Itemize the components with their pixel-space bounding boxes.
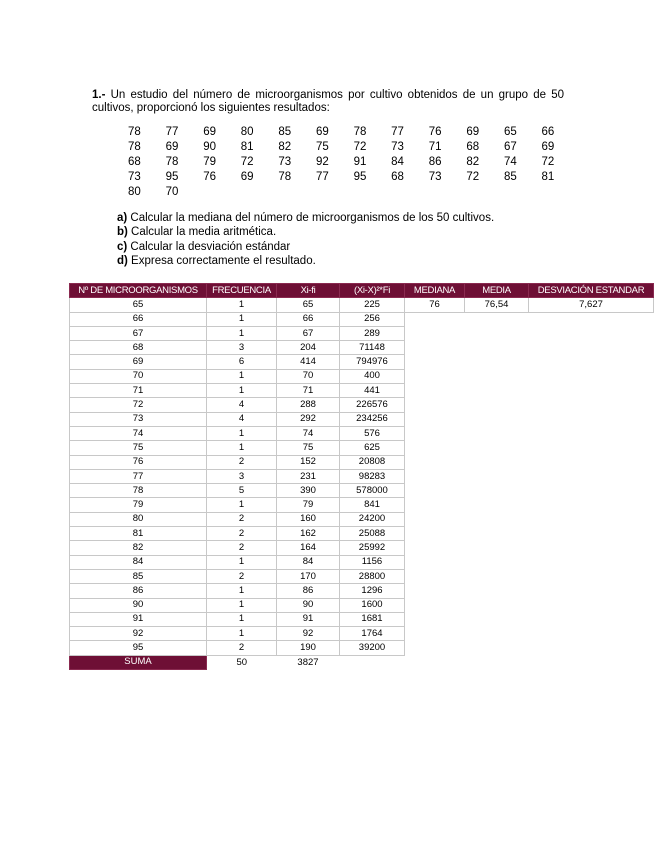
cell-xifi: 190	[277, 641, 340, 655]
cell-frecuencia: 6	[207, 355, 277, 369]
cell-microorganismos: 95	[70, 641, 207, 655]
cell-frecuencia: 4	[207, 398, 277, 412]
empty-cell	[405, 398, 465, 412]
data-value: 73	[391, 141, 404, 153]
problem-number: 1.-	[92, 89, 106, 101]
empty-cell	[465, 555, 529, 569]
data-value: 70	[165, 186, 179, 198]
task-list	[117, 211, 494, 269]
cell-microorganismos: 67	[70, 326, 207, 340]
empty-cell	[465, 641, 529, 655]
cell-xifi: 65	[277, 298, 340, 312]
data-value: 65	[503, 126, 517, 138]
cell-xifi: 91	[277, 612, 340, 626]
cell-xifi: 92	[277, 627, 340, 641]
cell-xifi: 75	[277, 441, 340, 455]
data-value: 92	[315, 156, 329, 168]
empty-cell	[529, 455, 654, 469]
empty-cell	[405, 512, 465, 526]
empty-cell	[529, 312, 654, 326]
empty-cell	[465, 341, 529, 355]
data-value: 82	[466, 156, 480, 168]
empty-cell	[405, 426, 465, 440]
cell-microorganismos: 86	[70, 584, 207, 598]
cell-microorganismos: 65	[70, 298, 207, 312]
table-row	[70, 641, 654, 655]
data-value: 66	[541, 126, 555, 138]
cell-microorganismos: 80	[70, 512, 207, 526]
empty-cell	[465, 312, 529, 326]
empty-cell	[465, 655, 529, 669]
empty-cell	[465, 598, 529, 612]
task-item	[117, 211, 494, 225]
task-letter: b)	[117, 226, 128, 239]
data-value: 72	[541, 156, 555, 168]
frequency-table	[69, 283, 654, 670]
cell-frecuencia: 4	[207, 412, 277, 426]
empty-cell	[529, 569, 654, 583]
data-value: 95	[353, 171, 367, 183]
cell-microorganismos: 92	[70, 627, 207, 641]
empty-cell	[405, 441, 465, 455]
data-value: 79	[203, 156, 216, 168]
cell-desviacion-cuadrada: 1681	[340, 612, 405, 626]
table-row	[70, 484, 654, 498]
cell-xifi: 86	[277, 584, 340, 598]
empty-cell	[405, 627, 465, 641]
empty-cell	[529, 412, 654, 426]
empty-cell	[529, 541, 654, 555]
empty-cell	[529, 398, 654, 412]
cell-frecuencia: 3	[207, 469, 277, 483]
cell-xifi: 292	[277, 412, 340, 426]
data-value: 72	[466, 171, 480, 183]
header-desviacion-estandar: DESVIACIÓN ESTANDAR	[529, 284, 654, 298]
cell-xifi: 164	[277, 541, 340, 555]
table-row	[70, 498, 654, 512]
empty-cell	[465, 369, 529, 383]
table-row	[70, 541, 654, 555]
data-value: 73	[428, 171, 442, 183]
cell-xifi: 90	[277, 598, 340, 612]
cell-frecuencia: 1	[207, 612, 277, 626]
task-text: Calcular la mediana del número de microorganismos de los 50 cultivos.	[127, 212, 495, 224]
cell-microorganismos: 70	[70, 369, 207, 383]
empty-cell	[465, 541, 529, 555]
data-value: 69	[541, 141, 555, 153]
media-value: 76,54	[465, 298, 529, 312]
cell-xifi: 414	[277, 355, 340, 369]
empty-cell	[405, 498, 465, 512]
table-row	[70, 441, 654, 455]
empty-cell	[529, 512, 654, 526]
empty-cell	[465, 455, 529, 469]
cell-xifi: 70	[277, 369, 340, 383]
cell-microorganismos: 66	[70, 312, 207, 326]
data-value: 73	[128, 171, 141, 183]
cell-desviacion-cuadrada: 25088	[340, 527, 405, 541]
sum-frecuencia: 50	[236, 656, 248, 668]
empty-cell	[405, 384, 465, 398]
empty-cell	[405, 569, 465, 583]
cell-microorganismos: 76	[70, 455, 207, 469]
data-value: 85	[503, 171, 517, 183]
cell-microorganismos: 85	[70, 569, 207, 583]
task-text: Calcular la media aritmética.	[127, 226, 277, 239]
cell-desviacion-cuadrada: 225	[340, 298, 405, 312]
table-header-row	[70, 284, 654, 298]
empty-cell	[405, 555, 465, 569]
data-value: 69	[315, 126, 329, 138]
task-letter: a)	[117, 212, 128, 224]
empty-cell	[405, 455, 465, 469]
data-value: 82	[278, 141, 292, 153]
empty-cell	[405, 527, 465, 541]
data-value: 76	[203, 171, 216, 183]
cell-xifi: 170	[277, 569, 340, 583]
table-row	[70, 455, 654, 469]
cell-desviacion-cuadrada: 28800	[340, 569, 405, 583]
cell-frecuencia: 1	[207, 584, 277, 598]
cell-xifi: 84	[277, 555, 340, 569]
sum-xifi: 3827	[297, 656, 319, 668]
header-mediana: MEDIANA	[405, 284, 465, 298]
cell-microorganismos: 90	[70, 598, 207, 612]
cell-microorganismos: 79	[70, 498, 207, 512]
mediana-value: 76	[405, 298, 465, 312]
data-value: 80	[128, 186, 141, 198]
cell-microorganismos: 73	[70, 412, 207, 426]
empty-cell	[405, 312, 465, 326]
data-value: 75	[315, 141, 329, 153]
empty-cell	[465, 326, 529, 340]
data-value: 72	[240, 156, 254, 168]
table-row	[70, 426, 654, 440]
data-value: 86	[428, 156, 442, 168]
table-row	[70, 555, 654, 569]
data-value: 69	[165, 141, 179, 153]
table-row	[70, 384, 654, 398]
empty-cell	[465, 612, 529, 626]
cell-xifi: 390	[277, 484, 340, 498]
empty-cell	[529, 426, 654, 440]
table-row	[70, 512, 654, 526]
data-value: 78	[128, 126, 141, 138]
data-value: 73	[278, 156, 292, 168]
table-row	[70, 369, 654, 383]
data-value: 69	[240, 171, 254, 183]
data-value: 81	[240, 141, 254, 153]
data-value: 95	[165, 171, 179, 183]
cell-xifi: 71	[277, 384, 340, 398]
table-row	[70, 469, 654, 483]
empty-cell	[340, 655, 405, 669]
task-letter: c)	[117, 240, 128, 253]
cell-xifi: 66	[277, 312, 340, 326]
empty-cell	[529, 612, 654, 626]
table-row	[70, 341, 654, 355]
table-row	[70, 326, 654, 340]
cell-desviacion-cuadrada: 289	[340, 326, 405, 340]
empty-cell	[529, 341, 654, 355]
cell-frecuencia: 2	[207, 569, 277, 583]
table-row	[70, 312, 654, 326]
empty-cell	[405, 412, 465, 426]
empty-cell	[465, 512, 529, 526]
cell-desviacion-cuadrada: 576	[340, 426, 405, 440]
cell-xifi: 288	[277, 398, 340, 412]
cell-desviacion-cuadrada: 71148	[340, 341, 405, 355]
cell-desviacion-cuadrada: 841	[340, 498, 405, 512]
cell-frecuencia: 1	[207, 384, 277, 398]
cell-frecuencia: 1	[207, 627, 277, 641]
cell-frecuencia: 1	[207, 441, 277, 455]
table-row	[70, 527, 654, 541]
cell-desviacion-cuadrada: 625	[340, 441, 405, 455]
cell-desviacion-cuadrada: 39200	[340, 641, 405, 655]
empty-cell	[465, 426, 529, 440]
data-value: 76	[428, 126, 442, 138]
data-value: 72	[353, 141, 367, 153]
empty-cell	[529, 527, 654, 541]
cell-desviacion-cuadrada: 24200	[340, 512, 405, 526]
task-item	[117, 254, 494, 268]
cell-microorganismos: 78	[70, 484, 207, 498]
empty-cell	[529, 355, 654, 369]
table-row	[70, 412, 654, 426]
sum-row	[70, 655, 654, 669]
header-frecuencia: FRECUENCIA	[207, 284, 277, 298]
cell-desviacion-cuadrada: 400	[340, 369, 405, 383]
empty-cell	[529, 598, 654, 612]
task-item	[117, 225, 494, 239]
empty-cell	[405, 369, 465, 383]
empty-cell	[529, 384, 654, 398]
empty-cell	[465, 398, 529, 412]
empty-cell	[465, 527, 529, 541]
empty-cell	[465, 498, 529, 512]
data-value: 68	[391, 171, 404, 183]
header-media: MEDIA	[465, 284, 529, 298]
data-value: 78	[353, 126, 367, 138]
data-value: 78	[278, 171, 292, 183]
task-letter: d)	[117, 255, 128, 268]
cell-frecuencia: 1	[207, 598, 277, 612]
data-value: 90	[203, 141, 216, 153]
cell-desviacion-cuadrada: 256	[340, 312, 405, 326]
desviacion-estandar-value: 7,627	[529, 298, 654, 312]
cell-microorganismos: 75	[70, 441, 207, 455]
empty-cell	[529, 326, 654, 340]
task-item	[117, 240, 494, 254]
empty-cell	[465, 569, 529, 583]
table-row	[70, 584, 654, 598]
cell-xifi: 162	[277, 527, 340, 541]
empty-cell	[405, 326, 465, 340]
empty-cell	[405, 541, 465, 555]
table-row	[70, 298, 654, 312]
empty-cell	[465, 441, 529, 455]
empty-cell	[405, 655, 465, 669]
data-value: 77	[315, 171, 329, 183]
data-value: 77	[165, 126, 179, 138]
cell-frecuencia: 2	[207, 527, 277, 541]
cell-frecuencia: 1	[207, 498, 277, 512]
data-value: 68	[466, 141, 480, 153]
data-value: 77	[391, 126, 404, 138]
empty-cell	[529, 555, 654, 569]
data-value: 78	[165, 156, 179, 168]
data-value: 85	[278, 126, 292, 138]
table-row	[70, 627, 654, 641]
table-row	[70, 598, 654, 612]
empty-cell	[529, 441, 654, 455]
table-row	[70, 612, 654, 626]
data-value: 78	[128, 141, 141, 153]
cell-microorganismos: 74	[70, 426, 207, 440]
empty-cell	[465, 355, 529, 369]
cell-frecuencia: 1	[207, 555, 277, 569]
cell-frecuencia: 1	[207, 298, 277, 312]
problem-text: Un estudio del número de microorganismos por cultivo obtenidos de un grupo de 50 cultivos, proporcionó los siguientes resultados:	[92, 89, 564, 114]
data-value: 74	[503, 156, 517, 168]
cell-microorganismos: 84	[70, 555, 207, 569]
cell-desviacion-cuadrada: 226576	[340, 398, 405, 412]
cell-desviacion-cuadrada: 20808	[340, 455, 405, 469]
header-xifi: Xi-fi	[277, 284, 340, 298]
cell-desviacion-cuadrada: 1600	[340, 598, 405, 612]
empty-cell	[465, 469, 529, 483]
cell-microorganismos: 72	[70, 398, 207, 412]
problem-statement	[92, 89, 564, 115]
empty-cell	[405, 584, 465, 598]
cell-frecuencia: 5	[207, 484, 277, 498]
empty-cell	[465, 584, 529, 598]
empty-cell	[529, 369, 654, 383]
cell-microorganismos: 82	[70, 541, 207, 555]
cell-microorganismos: 91	[70, 612, 207, 626]
empty-cell	[405, 484, 465, 498]
cell-frecuencia: 1	[207, 426, 277, 440]
data-value: 68	[128, 156, 141, 168]
cell-desviacion-cuadrada: 234256	[340, 412, 405, 426]
empty-cell	[529, 584, 654, 598]
cell-frecuencia: 3	[207, 341, 277, 355]
cell-frecuencia: 1	[207, 326, 277, 340]
cell-microorganismos: 68	[70, 341, 207, 355]
cell-frecuencia: 2	[207, 541, 277, 555]
header-desviacion-cuadrada: (Xi-X)²*Fi	[340, 284, 405, 298]
empty-cell	[405, 598, 465, 612]
cell-xifi: 79	[277, 498, 340, 512]
cell-microorganismos: 81	[70, 527, 207, 541]
cell-frecuencia: 2	[207, 641, 277, 655]
data-value: 71	[428, 141, 442, 153]
cell-xifi: 160	[277, 512, 340, 526]
table-row	[70, 355, 654, 369]
cell-desviacion-cuadrada: 1764	[340, 627, 405, 641]
cell-microorganismos: 69	[70, 355, 207, 369]
cell-desviacion-cuadrada: 25992	[340, 541, 405, 555]
data-value: 69	[466, 126, 480, 138]
empty-cell	[465, 484, 529, 498]
cell-desviacion-cuadrada: 1296	[340, 584, 405, 598]
empty-cell	[405, 641, 465, 655]
task-text: Expresa correctamente el resultado.	[127, 255, 316, 268]
empty-cell	[405, 355, 465, 369]
cell-desviacion-cuadrada: 794976	[340, 355, 405, 369]
header-microorganismos: Nº DE MICROORGANISMOS	[70, 284, 207, 298]
empty-cell	[529, 498, 654, 512]
empty-cell	[529, 469, 654, 483]
empty-cell	[529, 641, 654, 655]
empty-cell	[465, 627, 529, 641]
cell-microorganismos: 77	[70, 469, 207, 483]
empty-cell	[465, 412, 529, 426]
data-value: 69	[203, 126, 216, 138]
cell-microorganismos: 71	[70, 384, 207, 398]
cell-frecuencia: 1	[207, 312, 277, 326]
task-text: Calcular la desviación estándar	[127, 240, 291, 253]
cell-desviacion-cuadrada: 98283	[340, 469, 405, 483]
empty-cell	[465, 384, 529, 398]
cell-frecuencia: 2	[207, 512, 277, 526]
cell-xifi: 152	[277, 455, 340, 469]
data-value: 67	[503, 141, 517, 153]
data-value: 81	[541, 171, 555, 183]
sum-label: SUMA	[70, 655, 207, 669]
empty-cell	[405, 612, 465, 626]
empty-cell	[529, 655, 654, 669]
cell-xifi: 204	[277, 341, 340, 355]
cell-xifi: 231	[277, 469, 340, 483]
cell-frecuencia: 1	[207, 369, 277, 383]
cell-xifi: 67	[277, 326, 340, 340]
table-row	[70, 398, 654, 412]
cell-xifi: 74	[277, 426, 340, 440]
empty-cell	[405, 469, 465, 483]
cell-desviacion-cuadrada: 578000	[340, 484, 405, 498]
data-values-grid	[118, 126, 570, 199]
data-value: 80	[240, 126, 254, 138]
data-value: 91	[353, 156, 367, 168]
empty-cell	[405, 341, 465, 355]
table-row	[70, 569, 654, 583]
empty-cell	[529, 484, 654, 498]
empty-cell	[529, 627, 654, 641]
cell-frecuencia: 2	[207, 455, 277, 469]
data-value: 84	[391, 156, 404, 168]
cell-desviacion-cuadrada: 441	[340, 384, 405, 398]
cell-desviacion-cuadrada: 1156	[340, 555, 405, 569]
